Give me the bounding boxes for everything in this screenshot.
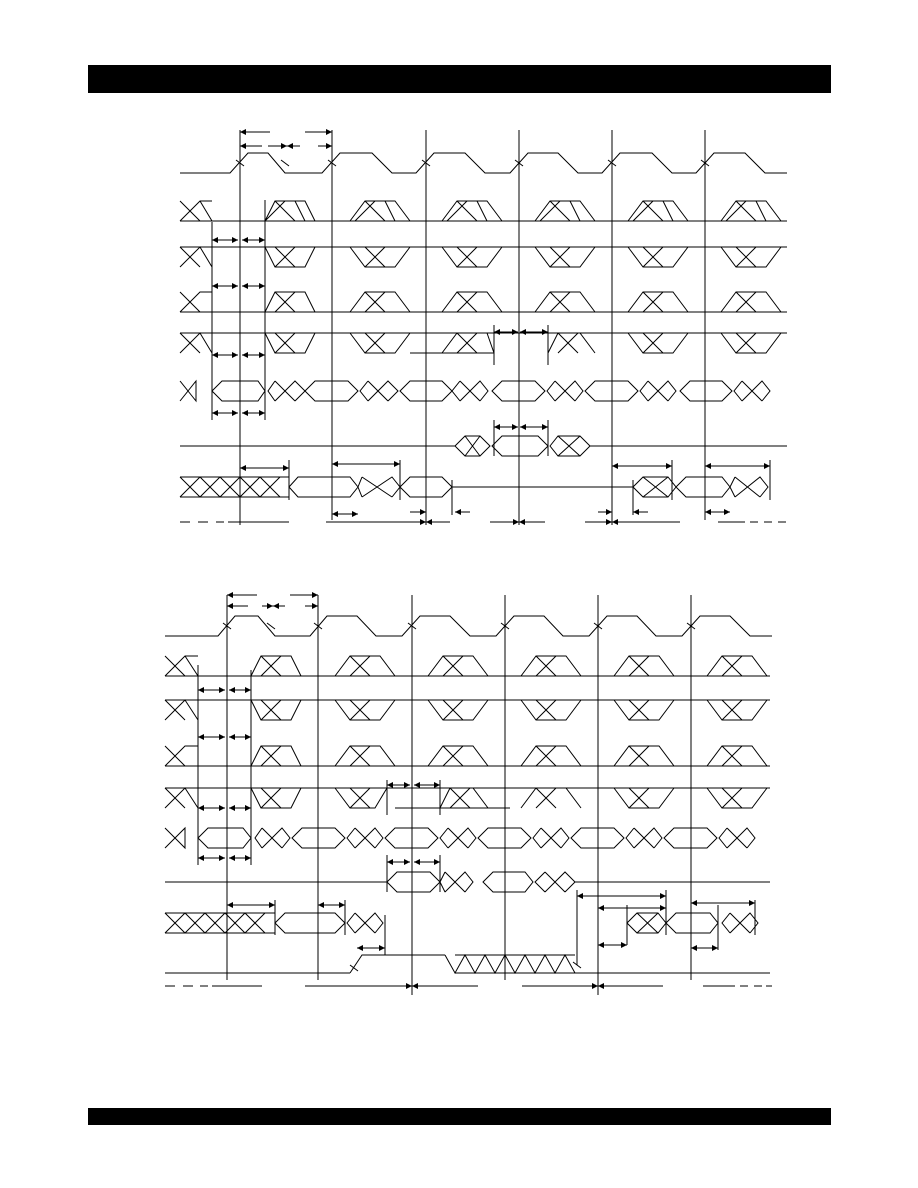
signal-row-2 — [165, 700, 770, 720]
clock-timing-arrows — [227, 595, 318, 606]
signal-row-3 — [165, 746, 770, 766]
header-bar — [88, 65, 831, 93]
signal-row-2 — [180, 247, 787, 267]
signal-row-6 — [165, 855, 770, 892]
timing-diagram-1 — [0, 120, 918, 540]
clock-waveform — [180, 153, 787, 173]
clock-waveform — [165, 616, 772, 636]
signal-row-5-bus — [180, 381, 770, 413]
clock-edge-ticks — [223, 623, 695, 629]
signal-row-1 — [165, 656, 770, 676]
signal-row-7-data — [165, 890, 758, 965]
signal-row-4 — [165, 780, 770, 815]
signal-row-6 — [180, 420, 787, 456]
signal-row-4 — [180, 325, 787, 365]
signal-row-1 — [180, 201, 787, 221]
signal-row-7-data — [180, 460, 770, 515]
signal-row-3 — [180, 292, 787, 312]
clock-edge-gridlines — [198, 595, 691, 995]
signal-row-5-bus — [165, 828, 755, 858]
signal-row-8 — [165, 955, 770, 973]
clock-timing-arrows — [240, 132, 332, 146]
footer-bar — [88, 1108, 831, 1125]
timing-diagram-2 — [0, 585, 918, 1005]
